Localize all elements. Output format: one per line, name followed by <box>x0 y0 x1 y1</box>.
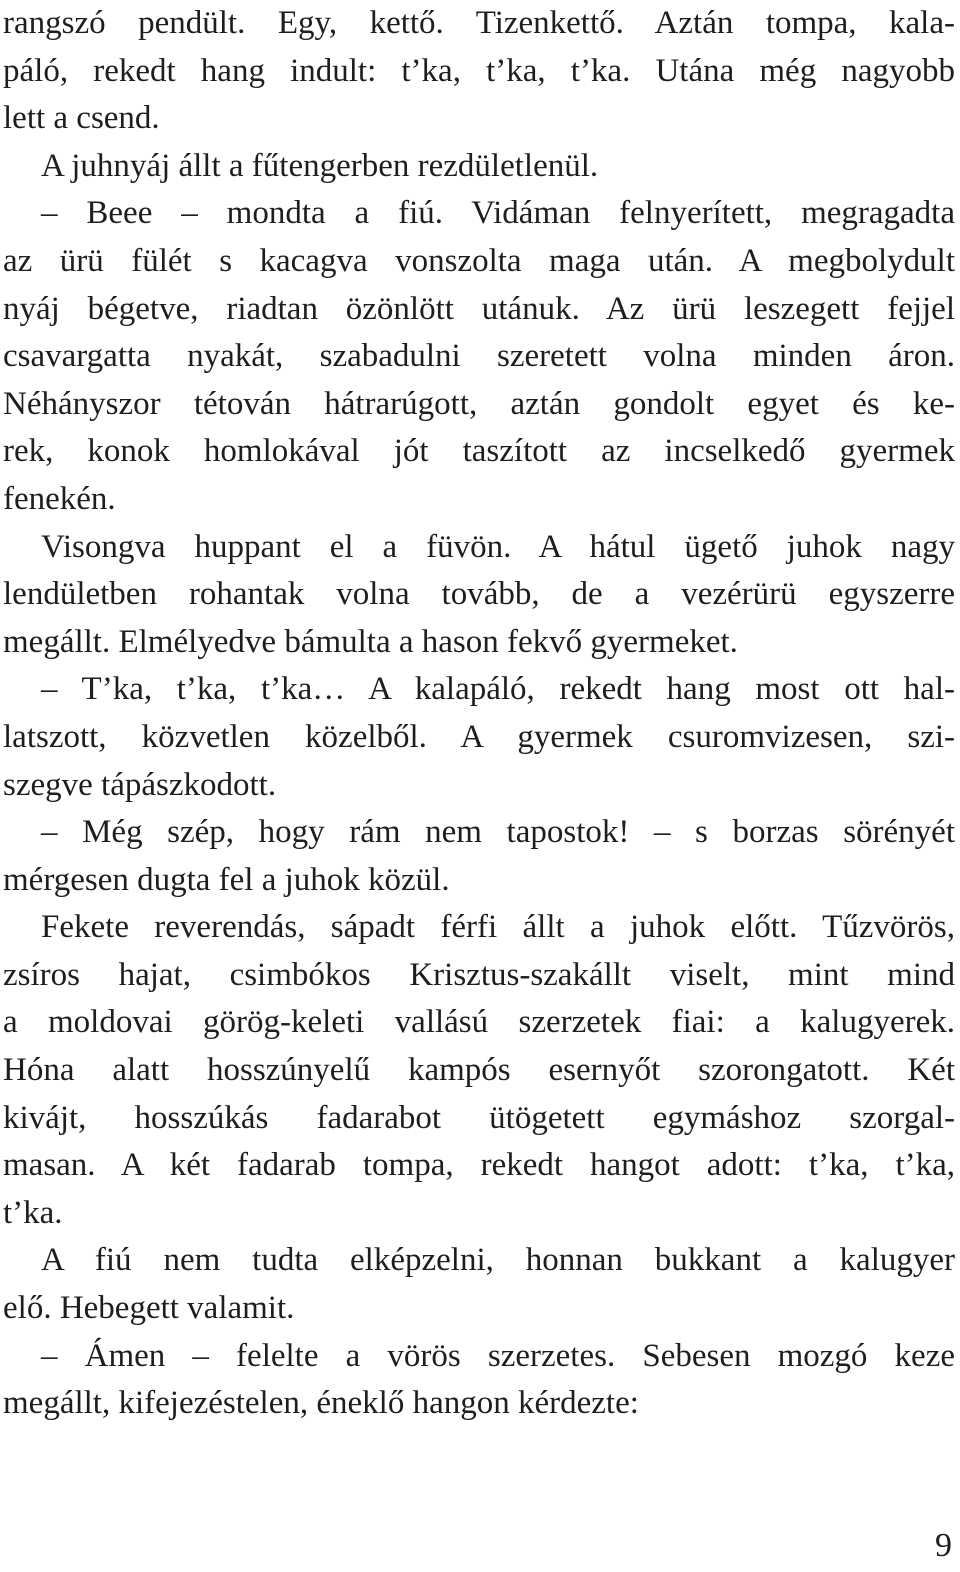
text-line: – Beee – mondta a fiú. Vidáman felnyerített, megragadta <box>41 195 955 232</box>
text-line: rek, konok homlokával jót taszított az incselkedő gyermek <box>3 433 955 470</box>
body-text <box>3 0 955 1428</box>
text-line: mérgesen dugta fel a juhok közül. <box>3 861 450 898</box>
text-line: – T’ka, t’ka, t’ka… A kalapáló, rekedt hang most ott hal- <box>41 671 955 708</box>
text-line: A juhnyáj állt a fűtengerben rezdületlenül. <box>41 147 599 184</box>
text-line: zsíros hajat, csimbókos Krisztus-szakállt viselt, mint mind <box>3 956 955 993</box>
text-line: Fekete reverendás, sápadt férfi állt a juhok előtt. Tűzvörös, <box>41 909 955 946</box>
text-line: megállt. Elmélyedve bámulta a hason fekvő gyermeket. <box>3 623 738 660</box>
page-number: 9 <box>935 1527 952 1564</box>
text-line: Visongva huppant el a füvön. A hátul ügető juhok nagy <box>41 528 955 565</box>
text-line: fenekén. <box>3 480 116 517</box>
text-line: latszott, közvetlen közelből. A gyermek csuromvizesen, szi- <box>3 718 955 755</box>
text-line: rangszó pendült. Egy, kettő. Tizenkettő. Aztán tompa, kala- <box>3 5 955 41</box>
text-line: szegve tápászkodott. <box>3 766 277 803</box>
text-line: kivájt, hosszúkás fadarabot ütögetett egymáshoz szorgal- <box>3 1099 955 1136</box>
text-line: a moldovai görög-keleti vallású szerzetek fiai: a kalugyerek. <box>3 1004 955 1041</box>
text-line: – Még szép, hogy rám nem tapostok! – s borzas sörényét <box>41 814 955 851</box>
text-line: Hóna alatt hosszúnyelű kampós esernyőt szorongatott. Két <box>3 1052 955 1089</box>
text-line: masan. A két fadarab tompa, rekedt hangot adott: t’ka, t’ka, <box>3 1147 955 1184</box>
text-line: t’ka. <box>3 1194 63 1231</box>
text-line: lendületben rohantak volna tovább, de a vezérürü egyszerre <box>3 576 955 613</box>
text-line: lett a csend. <box>3 100 160 137</box>
text-line: az ürü fülét s kacagva vonszolta maga után. A megbolydult <box>3 242 955 279</box>
text-line: csavargatta nyakát, szabadulni szeretett volna minden áron. <box>3 338 955 375</box>
text-line: nyáj bégetve, riadtan özönlött utánuk. Az ürü leszegett fejjel <box>3 290 955 327</box>
text-line: Néhányszor tétován hátrarúgott, aztán gondolt egyet és ke- <box>3 385 955 422</box>
text-line: – Ámen – felelte a vörös szerzetes. Sebesen mozgó keze <box>41 1337 955 1374</box>
text-line: páló, rekedt hang indult: t’ka, t’ka, t’ka. Utána még nagyobb <box>3 52 955 89</box>
text-line: elő. Hebegett valamit. <box>3 1290 295 1327</box>
text-line: A fiú nem tudta elképzelni, honnan bukkant a kalugyer <box>41 1242 955 1279</box>
text-line: megállt, kifejezéstelen, éneklő hangon kérdezte: <box>3 1385 639 1422</box>
